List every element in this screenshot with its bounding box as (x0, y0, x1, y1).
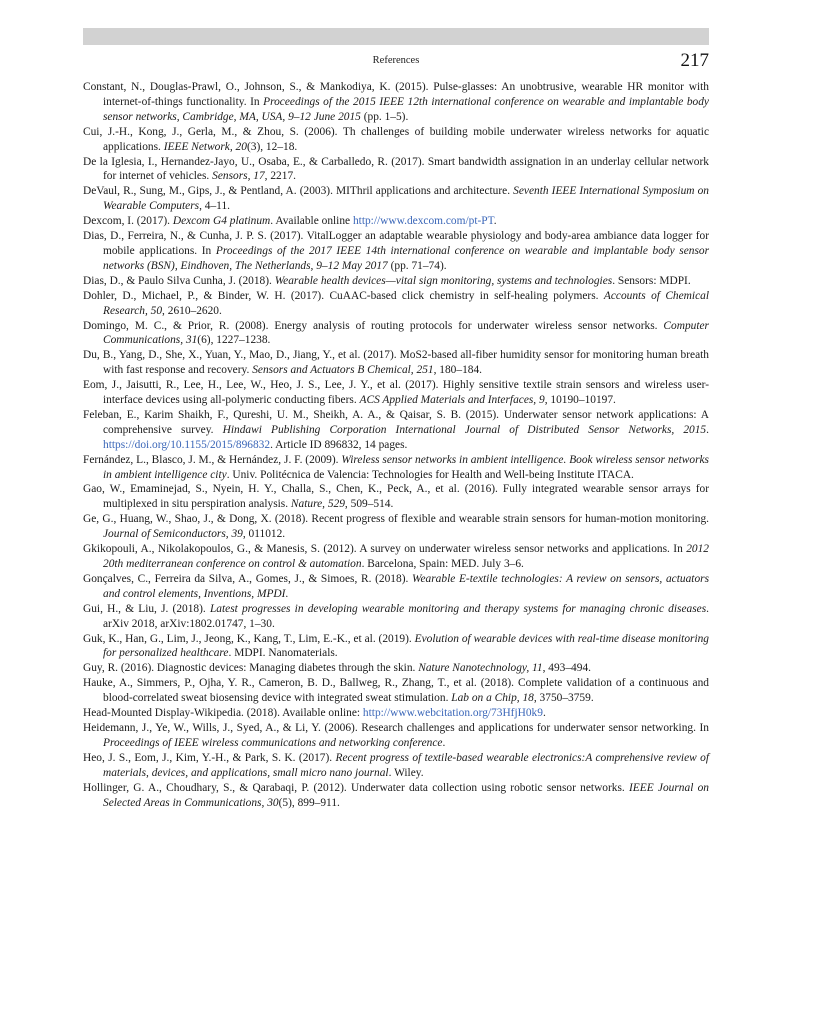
reference-text: . (285, 587, 289, 600)
reference-text: , 4–11. (199, 200, 230, 213)
page-number: 217 (680, 50, 709, 71)
reference-entry (83, 184, 709, 214)
reference-italic-text: Proceedings of the 2017 IEEE 14th international conference on wearable and implantable body sensor networks (BSN), Eindhoven, The Netherlands, 9–12 May 2017 (103, 244, 710, 272)
reference-text: (6), 1227–1238. (197, 334, 271, 347)
reference-text: Guy, R. (2016). Diagnostic devices: Managing diabetes through the skin. (83, 662, 419, 675)
reference-text: , 2610–2620. (162, 304, 222, 317)
reference-text: Gonçalves, C., Ferreira da Silva, A., Gomes, J., & Simoes, R. (2018). (83, 572, 413, 585)
reference-entry (83, 214, 709, 229)
reference-text: . (493, 215, 497, 228)
reference-italic-text: Lab on a Chip, 18 (451, 692, 534, 705)
reference-text: , 180–184. (433, 364, 483, 377)
reference-entry (83, 408, 709, 453)
reference-text: . (706, 423, 709, 436)
reference-link[interactable]: http://www.dexcom.com/pt-PT (352, 215, 494, 228)
reference-text: . Available online (270, 215, 353, 228)
reference-entry (83, 348, 709, 378)
reference-italic-text: IEEE Journal on Selected Areas in Communications, 30 (103, 781, 710, 809)
reference-entry (83, 289, 709, 319)
reference-text: . (442, 736, 446, 749)
reference-text: Feleban, E., Karim Shaikh, F., Qureshi, U. M., Sheikh, A. A., & Qaisar, S. B. (2015). Underwater sensor network applications: A comprehensive survey. (83, 408, 709, 436)
reference-italic-text: Journal of Semiconductors, 39 (103, 528, 243, 541)
reference-entry (83, 274, 709, 289)
reference-italic-text: Hindawi Publishing Corporation International Journal of Distributed Sensor Networks, 2015 (222, 423, 707, 436)
reference-entry (83, 542, 709, 572)
reference-italic-text: Nature Nanotechnology, 11 (418, 662, 543, 675)
reference-entry (83, 721, 709, 751)
reference-text: . Barcelona, Spain: MED. July 3–6. (361, 558, 524, 570)
reference-entry (83, 482, 709, 512)
reference-text: Domingo, M. C., & Prior, R. (2008). Energy analysis of routing protocols for underwater wireless sensor networks. (83, 319, 664, 332)
reference-entry (83, 155, 709, 185)
reference-text: , 10190–10197. (544, 394, 616, 407)
reference-entry (83, 512, 709, 542)
reference-italic-text: ACS Applied Materials and Interfaces, 9 (359, 394, 545, 407)
reference-entry (83, 572, 709, 602)
reference-text: Hauke, A., Simmers, P., Ojha, Y. R., Cameron, B. D., Ballweg, R., Zhang, T., et al. (2018). Complete validation of a continuous and blood-correlated sweat biosensing device with integrated sweat stimulation. (83, 677, 709, 705)
reference-italic-text: Wearable E-textile technologies: A review on sensors, actuators and control elements, Inventions, MPDI (103, 572, 710, 600)
reference-italic-text: Latest progresses in developing wearable monitoring and therapy systems for managing chronic diseases (209, 602, 707, 615)
reference-italic-text: Proceedings of IEEE wireless communications and networking conference (103, 736, 443, 749)
reference-italic-text: Evolution of wearable devices with real-time disease monitoring for personalized healthcare (103, 632, 710, 660)
reference-text: Gkikopouli, A., Nikolakopoulos, G., & Manesis, S. (2012). A survey on underwater wireless sensor networks and applications. In (83, 543, 687, 556)
reference-text: , 509–514. (344, 498, 394, 511)
reference-entry (83, 229, 709, 274)
reference-italic-text: Sensors, 17 (212, 170, 265, 183)
reference-text: (pp. 1–5). (360, 110, 409, 123)
reference-text: Heidemann, J., Ye, W., Wills, J., Syed, A., & Li, Y. (2006). Research challenges and applications for underwater sensor networking. In (83, 721, 709, 734)
reference-entry (83, 706, 709, 721)
reference-entry (83, 676, 709, 706)
reference-text: (3), 12–18. (246, 140, 298, 153)
reference-italic-text: Recent progress of textile-based wearable electronics:A comprehensive review of materials, devices, and applications, small micro nano journal (103, 751, 709, 779)
reference-entry (83, 751, 709, 781)
reference-text: Cui, J.-H., Kong, J., Gerla, M., & Zhou, S. (2006). Th challenges of building mobile underwater wireless networks for aquatic applications. (83, 125, 709, 153)
reference-text: . MDPI. Nanomaterials. (228, 647, 338, 660)
reference-text: , 3750–3759. (533, 692, 594, 705)
reference-text: Dias, D., & Paulo Silva Cunha, J. (2018). (83, 274, 275, 287)
running-head (83, 52, 709, 74)
reference-text: . Sensors: MDPI. (612, 274, 691, 287)
reference-entry (83, 453, 709, 483)
reference-entry (83, 632, 709, 662)
reference-text: Constant, N., Douglas-Prawl, O., Johnson, S., & Mankodiya, K. (2015). Pulse-glasses: An unobtrusive, wearable HR monitor with internet-of-things functionality. In (83, 81, 709, 108)
reference-text: , 493–494. (542, 662, 591, 675)
reference-text: Gui, H., & Liu, J. (2018). (83, 602, 210, 615)
reference-text: . arXiv 2018, arXiv:1802.01747, 1–30. (103, 602, 709, 630)
reference-text: Guk, K., Han, G., Lim, J., Jeong, K., Kang, T., Lim, E.-K., et al. (2019). (83, 632, 415, 645)
reference-italic-text: Wireless sensor networks in ambient intelligence. Book wireless sensor networks in ambient intelligence city (103, 453, 709, 481)
reference-italic-text: Dexcom G4 platinum (172, 215, 271, 228)
reference-text: Dohler, D., Michael, P., & Binder, W. H. (2017). CuAAC-based click chemistry in self-healing polymers. (83, 289, 604, 302)
header-bar (83, 28, 709, 45)
reference-text: Gao, W., Emaminejad, S., Nyein, H. Y., Challa, S., Chen, K., Peck, A., et al. (2016). Fully integrated wearable sensor arrays for multiplexed in situ perspiration analysis. (83, 483, 709, 511)
reference-link[interactable]: https://doi.org/10.1155/2015/896832 (103, 438, 271, 451)
reference-italic-text: Nature, 529 (290, 498, 345, 511)
reference-text: Hollinger, G. A., Choudhary, S., & Qarabaqi, P. (2012). Underwater data collection using robotic sensor networks. (83, 781, 630, 794)
reference-italic-text: 2012 20th mediterranean conference on control & automation (103, 543, 709, 570)
reference-list (83, 80, 709, 810)
reference-italic-text: Computer Communications, 31 (103, 319, 709, 347)
reference-text: Heo, J. S., Eom, J., Kim, Y.-H., & Park, S. K. (2017). (83, 751, 336, 764)
reference-entry (83, 378, 709, 408)
reference-link[interactable]: http://www.webcitation.org/73HfjH0k9 (362, 707, 543, 720)
reference-text: Dias, D., Ferreira, N., & Cunha, J. P. S. (2017). VitalLogger an adaptable wearable physiology and body-area ambiance data logger for mobile applications. In (83, 230, 709, 257)
reference-text: . (542, 707, 546, 720)
reference-italic-text: IEEE Network, 20 (163, 140, 247, 153)
reference-italic-text: Proceedings of the 2015 IEEE 12th international conference on wearable and implantable body sensor networks, Cambridge, MA, USA, 9–12 June 2015 (103, 95, 709, 123)
reference-text: , 2217. (264, 170, 296, 183)
reference-entry (83, 319, 709, 349)
reference-text: . Univ. Politécnica de Valencia: Technologies for Health and Well-being Institute ITACA. (226, 468, 634, 481)
reference-text: De la Iglesia, I., Hernandez-Jayo, U., Osaba, E., & Carballedo, R. (2017). Smart bandwidth assignation in an underlay cellular network for internet of vehicles. (83, 155, 709, 183)
reference-text: Head-Mounted Display-Wikipedia. (2018). Available online: (83, 707, 363, 720)
reference-italic-text: Sensors and Actuators B Chemical, 251 (252, 364, 434, 377)
reference-text: Du, B., Yang, D., She, X., Yuan, Y., Mao, D., Jiang, Y., et al. (2017). MoS2-based all-fiber humidity sensor for monitoring human breath with fast response and recovery. (83, 349, 709, 377)
reference-entry (83, 781, 709, 811)
reference-text: Eom, J., Jaisutti, R., Lee, H., Lee, W., Heo, J. S., Lee, J. Y., et al. (2017). Highly sensitive textile strain sensors and wireless user-interface devices using all-polymeric conducting fibers. (83, 379, 709, 407)
reference-text: . Wiley. (388, 766, 424, 779)
reference-italic-text: Accounts of Chemical Research, 50 (103, 289, 709, 317)
reference-text: , 011012. (242, 528, 286, 541)
reference-text: (pp. 71–74). (387, 259, 447, 272)
reference-entry (83, 125, 709, 155)
reference-text: (5), 899–911. (278, 796, 340, 809)
reference-text: Ge, G., Huang, W., Shao, J., & Dong, X. (2018). Recent progress of flexible and wearable strain sensors for human-motion monitoring. (83, 513, 709, 526)
reference-entry (83, 661, 709, 676)
reference-text: DeVaul, R., Sung, M., Gips, J., & Pentland, A. (2003). MIThril applications and architecture. (83, 185, 514, 198)
reference-entry (83, 80, 709, 125)
running-title: References (372, 55, 420, 66)
reference-italic-text: Seventh IEEE International Symposium on Wearable Computers (103, 185, 709, 213)
reference-italic-text: Wearable health devices—vital sign monitoring, systems and technologies (274, 274, 613, 287)
reference-text: Dexcom, I. (2017). (83, 215, 173, 228)
reference-text: . Article ID 896832, 14 pages. (270, 438, 408, 451)
reference-entry (83, 602, 709, 632)
reference-text: Fernández, L., Blasco, J. M., & Hernández, J. F. (2009). (83, 453, 342, 466)
